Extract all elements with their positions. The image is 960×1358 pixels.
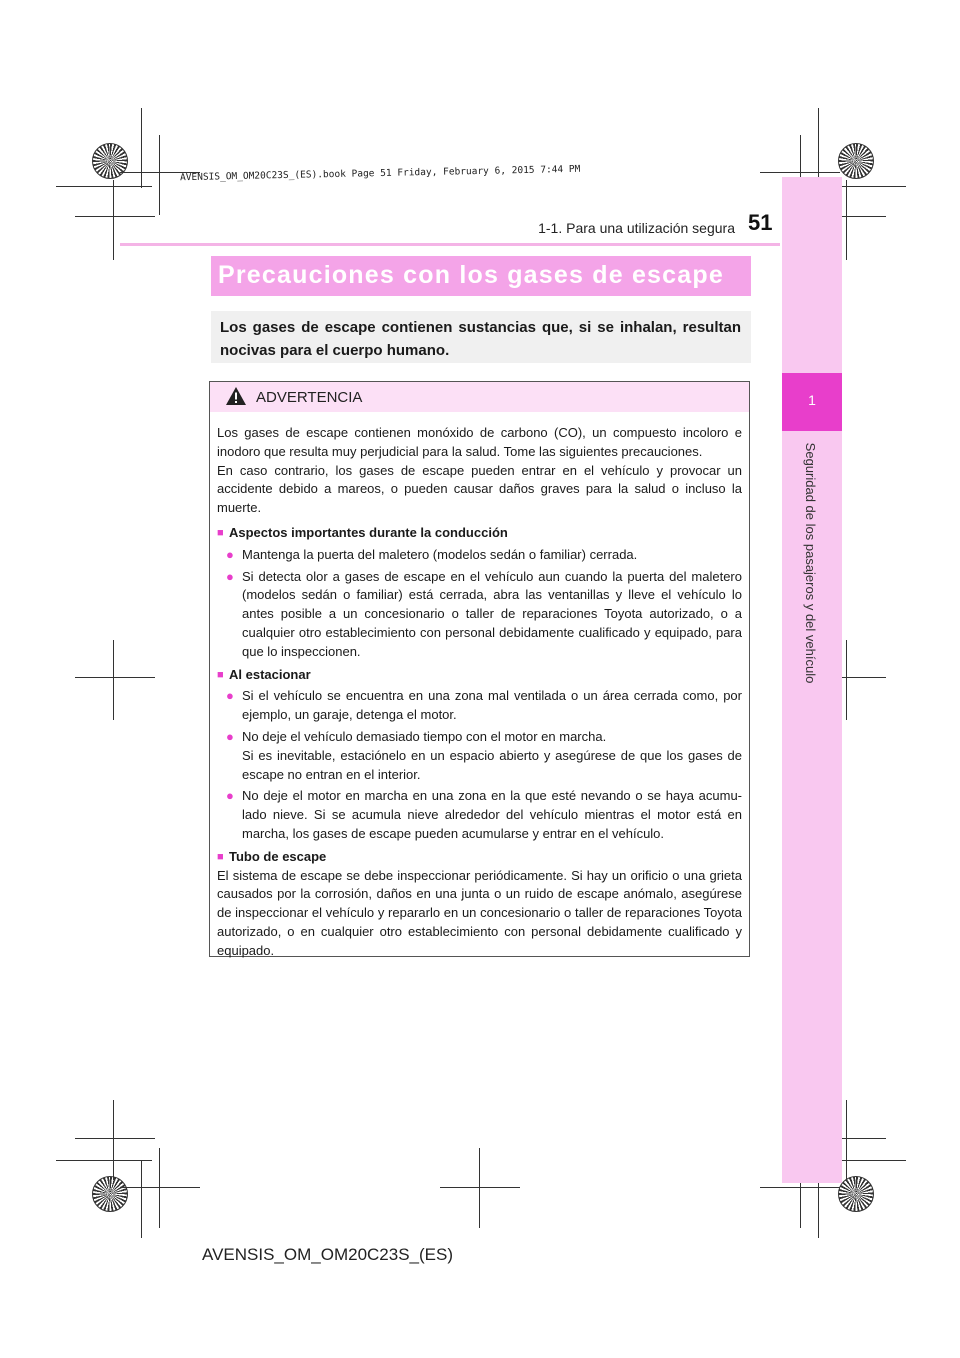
chapter-number: 1 [808, 392, 816, 408]
subsection-heading: ■ Al estacionar [217, 666, 311, 682]
registration-dial-icon [92, 1176, 128, 1212]
circle-bullet-icon: ● [226, 546, 234, 562]
list-item-text: No deje el vehículo demasiado tiempo con el motor en marcha. [242, 728, 607, 744]
warning-label: ADVERTENCIA [256, 389, 363, 406]
section-label: 1-1. Para una utilización segura [538, 220, 735, 236]
circle-bullet-icon: ● [226, 788, 234, 804]
subsection-text: El sistema de escape se debe inspeccionar periódicamente. Si hay un orificio o una grieta causados por la corrosión, daños en una junta o un ruido de escape anómalo, asegúrese de inspeccionar el vehículo y repararlo en un concesionario o taller de reparaciones Toyota autorizado, o en cualquier otro establecimiento con personal debidamente cualificado y equipado. [217, 867, 742, 958]
chapter-title: Seguridad de los pasajeros y del vehículo [803, 442, 818, 684]
circle-bullet-icon: ● [226, 688, 234, 704]
warning-content [217, 424, 742, 961]
list-item: ● Si el vehículo se encuentra en una zona mal ventilada o un área cerrada como, por ejemplo, un garaje, detenga el motor. [226, 688, 742, 723]
registration-dial-icon [838, 1176, 874, 1212]
intro-text: Los gases de escape contienen sustancias que, si se inhalan, resultan nocivas para el cuerpo humano. [220, 319, 741, 359]
subsection-heading: ■ Tubo de escape [217, 848, 327, 864]
list-item: ● No deje el motor en marcha en una zona en la que esté nevando o se haya acumu- lado nieve. Si se acumula nieve alrededor del vehículo mientras el motor está en marcha, los gases de escape pueden acumularse y entrar en el vehículo. [226, 788, 742, 841]
page-number: 51 [748, 210, 773, 235]
warning-paragraph: Los gases de escape contienen monóxido de carbono (CO), un compuesto incoloro e inodoro que resulta muy perjudicial para la salud. Tome las siguientes precauciones. [217, 425, 742, 459]
warning-triangle-icon [225, 386, 247, 406]
registration-dial-icon [838, 143, 874, 179]
footer-code: AVENSIS_OM_OM20C23S_(ES) [202, 1245, 453, 1264]
subsection-heading: ■ Aspectos importantes durante la conducción [217, 524, 508, 540]
header-rule [120, 243, 780, 246]
registration-dial-icon [92, 143, 128, 179]
circle-bullet-icon: ● [226, 568, 234, 584]
circle-bullet-icon: ● [226, 728, 234, 744]
square-bullet-icon: ■ [217, 526, 224, 539]
warning-paragraph: En caso contrario, los gases de escape pueden entrar en el vehículo y provocar un accidente debido a mareos, o pueden causar daños graves para la salud o incluso la muerte. [217, 462, 742, 516]
list-item [226, 728, 742, 784]
page-title: Precauciones con los gases de escape [218, 261, 724, 289]
list-item: ● Mantenga la puerta del maletero (modelos sedán o familiar) cerrada. [226, 546, 638, 562]
square-bullet-icon: ■ [217, 668, 224, 681]
list-item: ● Si detecta olor a gases de escape en el vehículo aun cuando la puerta del maletero (modelos sedán o familiar) está cerrada, abra las ventanillas y lleve el vehículo lo antes posible a un concesionario o taller de reparaciones Toyota autorizado, o a cualquier otro establecimiento con personal debidamente cualificado y equipado, para que lo inspeccionen. [226, 568, 742, 659]
book-info-line: AVENSIS_OM_OM20C23S_(ES).book Page 51 Friday, February 6, 2015 7:44 PM [179, 163, 581, 184]
square-bullet-icon: ■ [217, 850, 224, 863]
list-item-text: Si es inevitable, estaciónelo en un espacio abierto y asegúrese de que los gases de escape no entran en el interior. [242, 747, 742, 782]
